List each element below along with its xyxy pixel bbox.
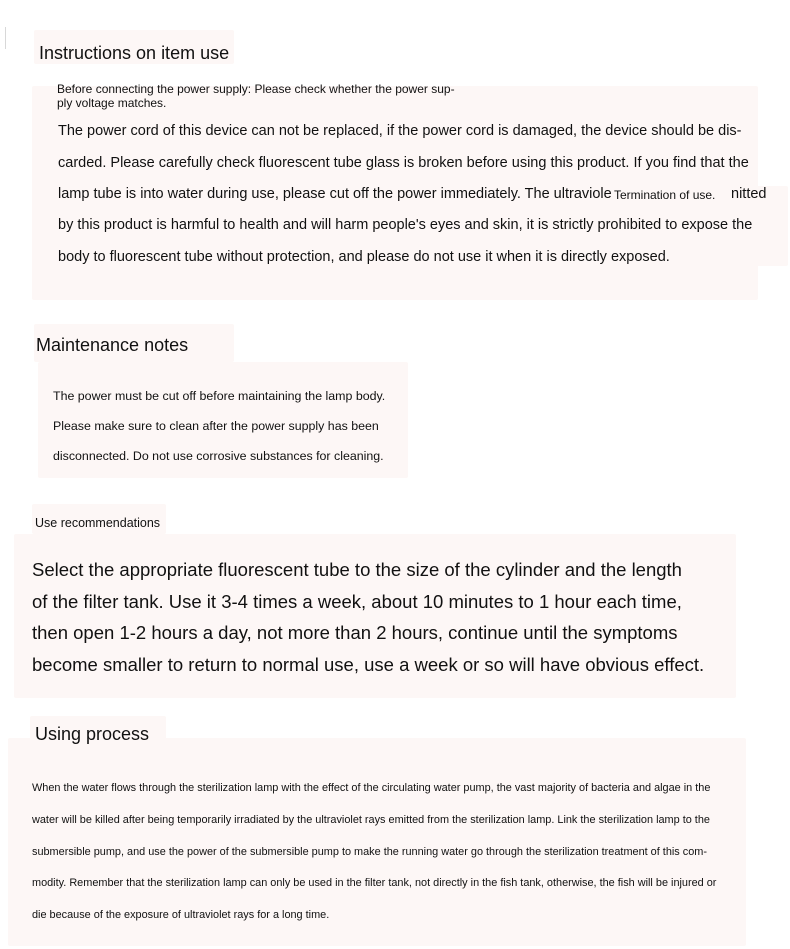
heading-maintenance: Maintenance notes [36,335,189,355]
instructions-intro: Before connecting the power supply: Please check whether the power sup- ply voltage matches. [57,82,455,110]
recommendations-body: Select the appropriate fluorescent tube to the size of the cylinder and the length of the filter tank. Use it 3-4 times a week, about 10 minutes to 1 hour each time, then open 1-2 hours a day, not more than 2 hours, continue until the symptoms become smaller to return to normal use, use a week or so will have obvious effect. [32,559,705,675]
heading-recommendations: Use recommendations [35,516,161,530]
instructions-body-rest: by this product is harmful to health and will harm people's eyes and skin, it is strictly prohibited to expose the body to fluorescent tube without protection, and please do not use it when it is directly exposed. [58,217,753,265]
instructions-body-tail: nitted [731,186,767,202]
instructions-inset-label: Termination of use. [614,188,716,202]
process-body: When the water flows through the sterilization lamp with the effect of the circulating water pump, the vast majority of bacteria and algae in the water will be killed after being temporarily irradiated by the ultraviolet rays emitted from the sterilization lamp. Link the sterilization lamp to the submersible pump, and use the power of the submersible pump to make the running water go through the sterilization treatment of this com- modity. Remember that the sterilization lamp can only be used in the filter tank, not directly in the fish tank, otherwise, the fish will be injured or die because of the exposure of ultraviolet rays for a long time. [32,782,717,922]
left-divider [5,27,6,49]
heading-process: Using process [35,724,150,744]
heading-instructions: Instructions on item use [39,43,230,63]
maintenance-body: The power must be cut off before maintaining the lamp body. Please make sure to clean after the power supply has been disconnected. Do not use corrosive substances for cleaning. [53,389,386,463]
instructions-body: The power cord of this device can not be replaced, if the power cord is damaged, the device should be dis- carded. Please carefully check fluorescent tube glass is broken before using this product. If you find that the lamp tube is into water during use, please cut off the power immediately. The ultraviole [58,123,749,202]
